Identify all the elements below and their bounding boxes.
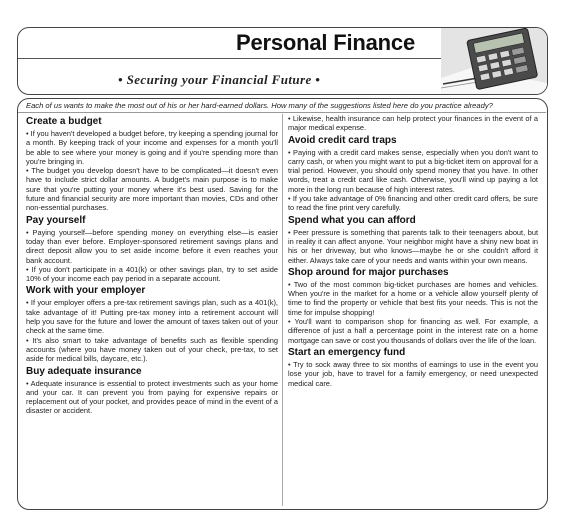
calculator-icon	[441, 28, 547, 94]
section-heading: Pay yourself	[26, 214, 86, 226]
section-paragraph: • The budget you develop doesn't have to be complicated—it doesn't even have to include strict dollar amounts. A budget's main purpose is to make sure that you're putting your money where it's best used. Saving for the future and financial security are more important than movies, CDs and other non-essential purchases.	[26, 166, 278, 213]
section-paragraph: • Try to sock away three to six months of earnings to use in the event you lose your job, have to travel for a family emergency, or need unexpected medical care.	[288, 359, 538, 388]
section-buy-insurance-continued	[288, 114, 538, 133]
section-work-with-employer	[26, 285, 278, 363]
header-banner	[17, 27, 548, 95]
section-spend-what-you-afford	[288, 215, 538, 265]
section-paragraph: • If you take advantage of 0% financing and other credit card offers, be sure to read the fine print very carefully.	[288, 194, 538, 213]
page-title: Personal Finance	[236, 30, 415, 55]
section-create-budget	[26, 116, 278, 213]
section-paragraph: • If you don't participate in a 401(k) or other savings plan, try to set aside 10% of your income each pay period in a separate account.	[26, 264, 278, 284]
section-paragraph: • If your employer offers a pre-tax retirement savings plan, such as a 401(k), take advantage of it! Putting pre-tax money into a retirement account will help you save for the future and lower the amount of taxes taken out of your check at the same time.	[26, 298, 278, 336]
section-paragraph: • Paying yourself—before spending money on everything else—is easier today than ever before. Employer-sponsored retirement savings plans and direct deposit allow you to set aside income before it even reaches your bank account.	[26, 227, 278, 265]
page-subtitle: • Securing your Financial Future •	[118, 72, 321, 87]
intro-text: Each of us wants to make the most out of his or her hard-earned dollars. How many of the suggestions listed here do you practice already?	[26, 101, 493, 110]
intro-divider	[18, 112, 546, 113]
section-emergency-fund	[288, 347, 538, 388]
section-pay-yourself	[26, 215, 278, 284]
section-buy-insurance	[26, 366, 278, 416]
section-paragraph: • If you haven't developed a budget before, try keeping a spending journal for a month. By keeping track of your income and expenses for a month you'll be able to see where your money is going and if you're spending more than you're bringing in.	[26, 129, 278, 166]
section-heading: Spend what you can afford	[288, 214, 416, 226]
calculator-image	[441, 28, 547, 94]
section-heading: Avoid credit card traps	[288, 134, 397, 146]
section-heading: Work with your employer	[26, 285, 146, 297]
section-heading: Shop around for major purchases	[288, 266, 449, 278]
right-column	[288, 114, 538, 388]
section-paragraph: • You'll want to comparison shop for financing as well. For example, a difference of just a half a percentage point in the interest rate on a home mortgage can save or cost you thousands of dollars over the life of the loan.	[288, 317, 538, 345]
section-heading: Create a budget	[26, 116, 102, 127]
section-paragraph: • It's also smart to take advantage of benefits such as flexible spending accounts (where you have money taken out of your check, pre-tax, to set aside for medical bills, daycare, etc.).	[26, 335, 278, 364]
section-paragraph: • Likewise, health insurance can help protect your finances in the event of a major medical expense.	[288, 114, 538, 133]
section-paragraph: • Adequate insurance is essential to protect investments such as your home and your car. It can prevent you from paying for expensive repairs or replacement out of your pocket, and provides peace of mind in the event of a disaster or accident.	[26, 378, 278, 416]
section-paragraph: • Two of the most common big-ticket purchases are homes and vehicles. When you're in the market for a home or a vehicle allow yourself plenty of time to find the property or vehicle that best fits your needs. This is not the time for impulse shopping!	[288, 279, 538, 317]
section-shop-around	[288, 267, 538, 345]
section-paragraph: • Paying with a credit card makes sense, especially when you don't want to carry cash, or when you might want to put a big-ticket item on approval for a trial period. However, you should only spend money that you have. In other words, treat a credit card like cash. Otherwise, you'll wind up paying a lot more in the long run because of high interest rates.	[288, 147, 538, 194]
section-avoid-credit-traps	[288, 135, 538, 213]
section-paragraph: • Peer pressure is something that parents talk to their teenagers about, but in reality it can affect anyone. Your neighbor might have a shiny new boat in his or her driveway, but who knows—maybe he or she couldn't afford it either. Always take care of your needs and wants within your own means.	[288, 227, 538, 265]
section-heading: Start an emergency fund	[288, 346, 406, 358]
column-divider	[282, 114, 283, 506]
left-column	[26, 114, 278, 416]
section-heading: Buy adequate insurance	[26, 365, 142, 377]
header-divider	[18, 58, 448, 59]
